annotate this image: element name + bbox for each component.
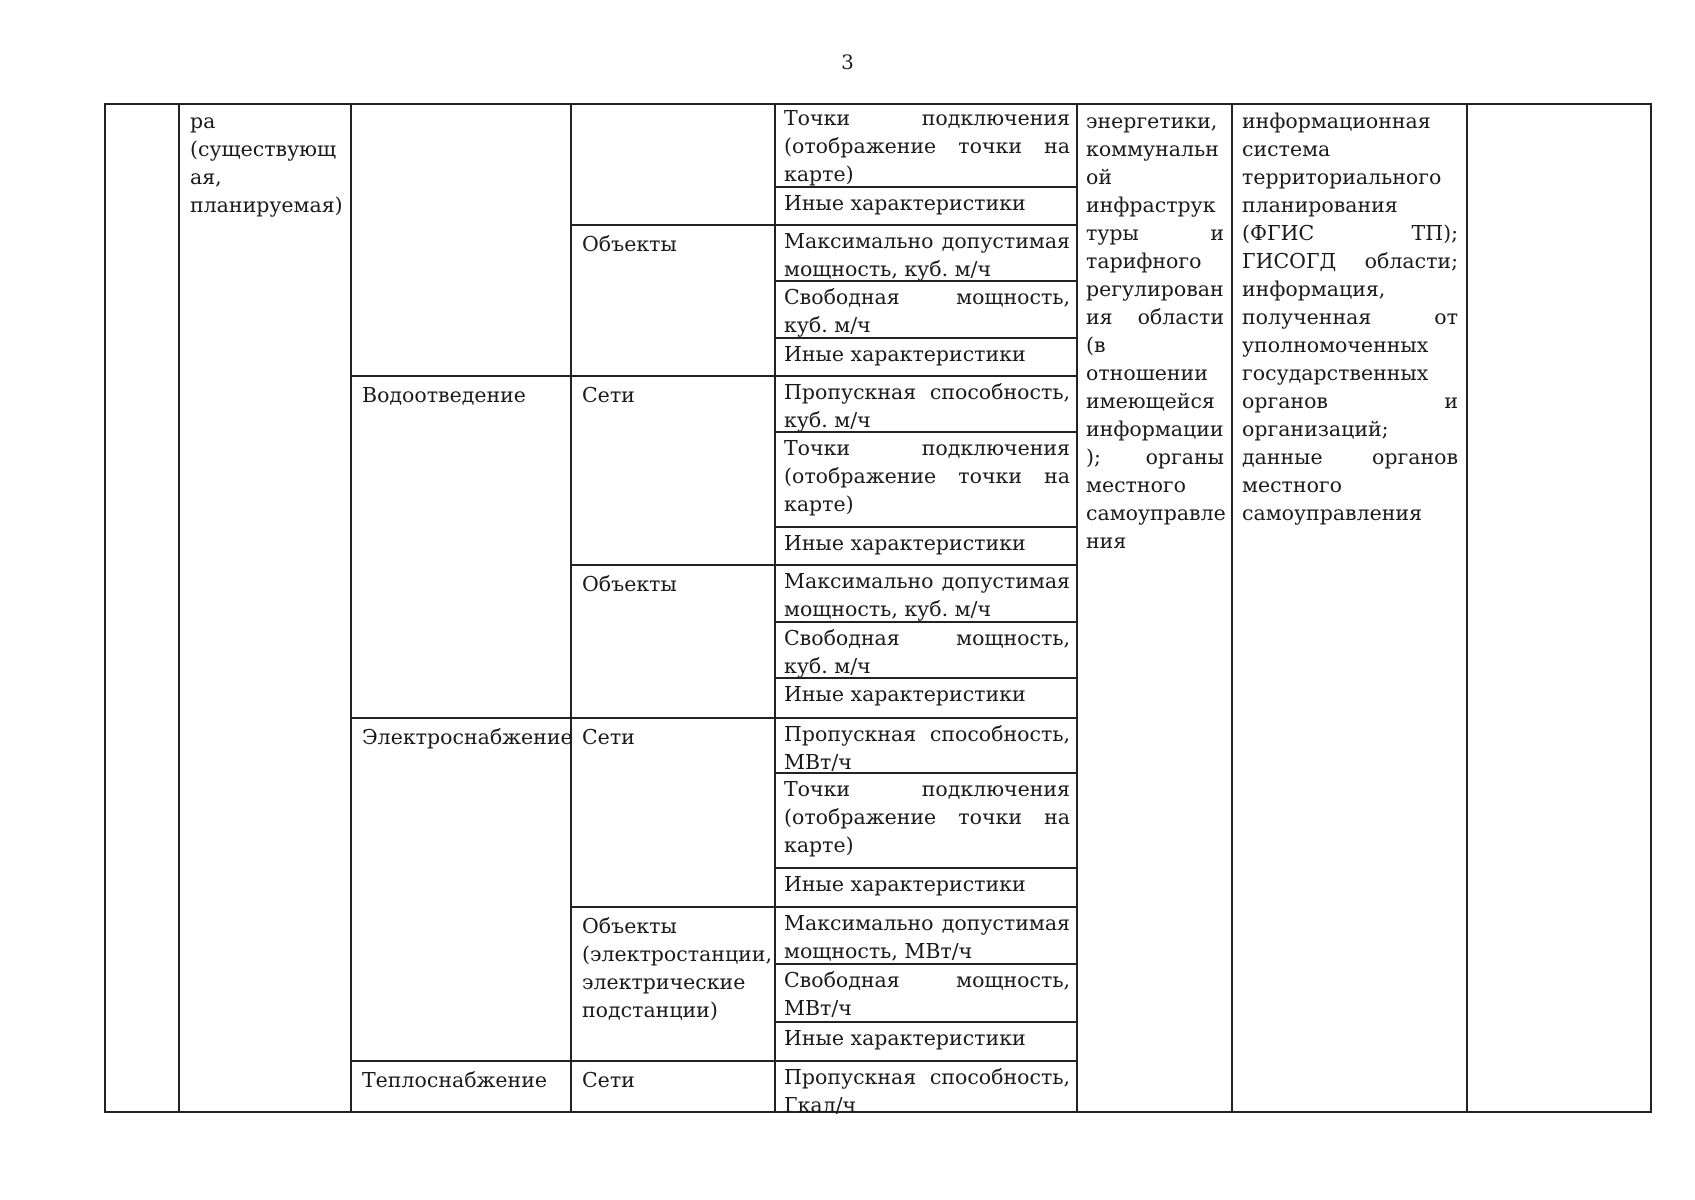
row-divider [350,717,572,719]
row-divider [774,375,1078,377]
characteristic-cell: Максимально допустимая мощность, куб. м/ч [784,569,1070,621]
row-divider [774,564,1078,566]
subgroup-name: Объекты [582,232,677,256]
column-divider [178,105,180,1111]
subgroup-name: Объекты [582,572,677,596]
row-divider [570,906,776,908]
row-divider [570,1060,776,1062]
column-divider [1231,105,1233,1111]
column-divider [350,105,352,1111]
page-number: 3 [841,50,854,74]
group-name: Электроснабжение [362,725,573,749]
characteristic-cell: Точки подключения (отображение точки на карте) [784,436,1070,516]
row-divider [350,1060,572,1062]
object-type-cell: ра (существующ ая, планируемая) [190,109,343,217]
characteristic-cell: Точки подключения (отображение точки на карте) [784,106,1070,186]
row-divider [570,564,776,566]
subgroup-name: Сети [582,725,635,749]
characteristic-cell: Пропускная способность, куб. м/ч [784,380,1070,432]
row-divider [570,224,776,226]
subgroup-name: Объекты (электростанции, электрические подстанции) [582,914,772,1022]
characteristic-cell: Пропускная способность, МВт/ч [784,722,1070,774]
row-divider [774,867,1078,869]
group-name: Водоотведение [362,383,526,407]
characteristic-cell: Свободная мощность, куб. м/ч [784,285,1070,337]
characteristic-cell: Иные характеристики [784,342,1026,366]
column-divider [774,105,776,1111]
column-divider [570,105,572,1111]
row-divider [774,906,1078,908]
data-table [104,103,1652,1117]
column-divider [1076,105,1078,1111]
row-divider [774,224,1078,226]
row-divider [774,526,1078,528]
responsible-bodies-cell: энергетики, коммунальн ой инфраструк туры и тарифного регулирован ия области (в отношении имеющейся информации ); органы местного самоуправле ния [1086,109,1226,553]
characteristic-cell: Иные характеристики [784,191,1026,215]
row-divider [774,717,1078,719]
column-divider [1466,105,1468,1111]
characteristic-cell: Иные характеристики [784,531,1026,555]
characteristic-cell: Свободная мощность, МВт/ч [784,968,1070,1020]
characteristic-cell: Свободная мощность, куб. м/ч [784,626,1070,678]
row-divider [350,375,572,377]
characteristic-cell: Иные характеристики [784,1026,1026,1050]
characteristic-cell: Иные характеристики [784,872,1026,896]
characteristic-cell: Иные характеристики [784,682,1026,706]
information-sources-cell: информационная система территориального планирования (ФГИС ТП); ГИСОГД области; информация, полученная от уполномоченных государственных органов и организаций; данные органов местного самоуправления [1242,109,1458,525]
characteristic-cell: Максимально допустимая мощность, куб. м/ч [784,229,1070,281]
subgroup-name: Сети [582,383,635,407]
characteristic-cell: Пропускная способность, Гкал/ч [784,1065,1070,1117]
group-name: Теплоснабжение [362,1068,547,1092]
row-divider [774,1060,1078,1062]
subgroup-name: Сети [582,1068,635,1092]
row-divider [570,717,776,719]
characteristic-cell: Максимально допустимая мощность, МВт/ч [784,911,1070,963]
row-divider [570,375,776,377]
characteristic-cell: Точки подключения (отображение точки на карте) [784,777,1070,857]
